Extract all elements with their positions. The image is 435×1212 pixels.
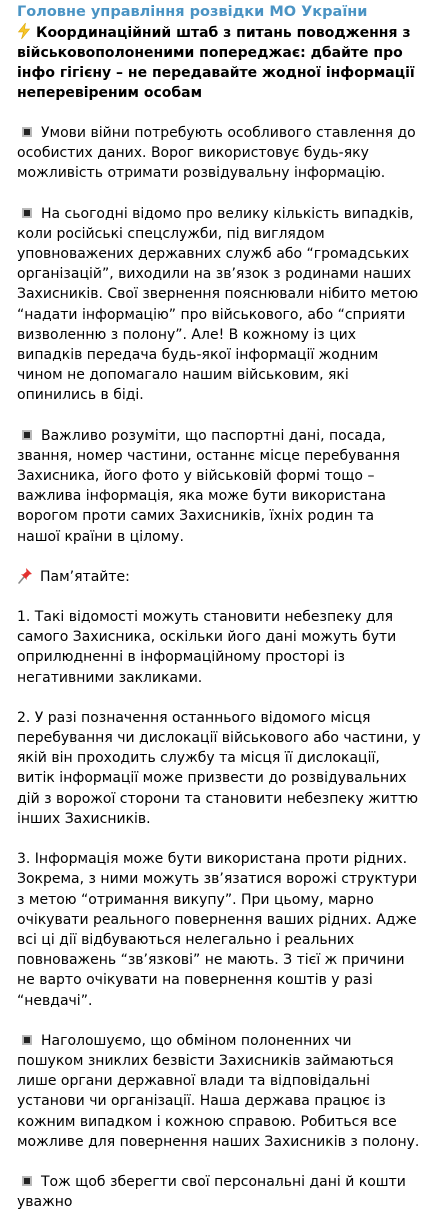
- black-square-icon: [22, 1035, 32, 1045]
- black-square-icon: [22, 430, 32, 440]
- headline-text: Координаційний штаб з питань поводження з військовополоненими попереджає: дбайте про інфо гігієну – не передавайте жодної інформації неперевіреним особам: [17, 25, 415, 101]
- black-square-icon: [22, 208, 32, 218]
- black-square-icon: [22, 1176, 32, 1186]
- post-headline: [17, 23, 421, 103]
- paragraph-war-conditions: Умови війни потребують особливого ставлення до особистих даних. Ворог використовує будь-яку можливість отримати розвідувальну інформацію.: [17, 125, 416, 182]
- numbered-item-3: 3. Інформація може бути використана проти рідних. Зокрема, з ними можуть зв’язатися ворожі структури з метою “отримання викупу”. При цьому, марно очікувати реального повернення ваших рідних. Адже всі ці дії відбуваються нелегально і реальних повноважень “зв’язкові” не мають. З тієї ж причини не варто очікувати на повернення коштів у разі “невдачі”.: [17, 851, 418, 1009]
- black-square-icon: [22, 127, 32, 137]
- pushpin-icon: [17, 567, 33, 584]
- paragraph-personal-data: Тож щоб зберегти свої персональні дані й кошти уважно: [17, 1173, 406, 1211]
- high-voltage-icon: [17, 23, 31, 39]
- channel-name[interactable]: Головне управління розвідки МО України: [17, 4, 368, 20]
- paragraph-important-data: Важливо розуміти, що паспортні дані, посада, звання, номер частини, останнє місце перебування Захисника, його фото у військовій формі тощо – важлива інформація, яка може бути використана ворогом проти самих Захисників, їхніх родин та нашої країни в цілому.: [17, 427, 401, 545]
- paragraph-government-bodies: Наголошуємо, що обміном полоненних чи пошуком зниклих безвісти Захисників займаються лише органи державної влади та відповідальні установи чи організації. Наша держава працює із кожним випадком і кожною справою. Робиться все можливе для повернення наших Захисників з полону.: [17, 1032, 420, 1150]
- paragraph-russian-services: На сьогодні відомо про велику кількість випадків, коли російські спецслужби, під виглядом уповноважених державних служб або “громадських організацій”, виходили на зв’язок з родинами наших Захисників. Свої звернення пояснювали нібито метою “надати інформацію” про військового, або “сприяти визволенню з полону”. Але! В кожному із цих випадків передача будь-якої інформації жодним чином не допомагало нашим військовим, які опинились в біді.: [17, 205, 419, 404]
- numbered-item-2: 2. У разі позначення останнього відомого місця перебування чи дислокації військового або частини, у якій він проходить службу та місця її дислокації, витік інформації може призвести до розвідувальних дій з ворожої сторони та становити небезпеку життю інших Захисників.: [17, 709, 421, 827]
- numbered-item-1: 1. Такі відомості можуть становити небезпеку для самого Захисника, оскільки його дані можуть бути оприлюдненні в інформаційному просторі із негативними закликами.: [17, 609, 397, 686]
- remember-heading: Пам’ятайте:: [17, 567, 421, 587]
